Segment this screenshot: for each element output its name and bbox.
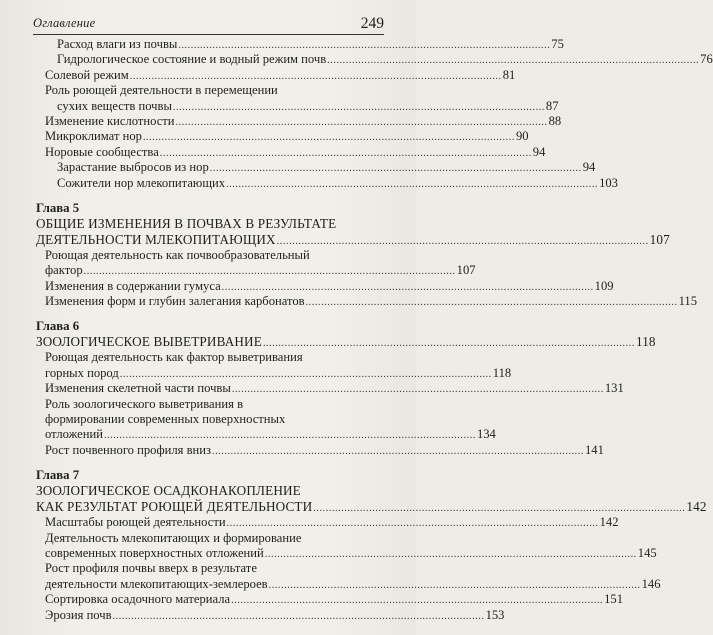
toc-entry[interactable]: деятельности млекопитающих-землероев ........................................................................................................................ 146 [45,576,661,591]
chapter-7-title: ЗООЛОГИЧЕСКОЕ ОСАДКОНАКОПЛЕНИЕ [36,483,301,499]
toc-entry[interactable]: Микроклимат нор ........................................................................................................................ 90 [45,129,529,144]
toc-entry-page: 141 [584,442,604,457]
toc-entry[interactable]: Рост почвенного профиля вниз ........................................................................................................................ 141 [45,442,604,457]
toc-entry-page: 75 [551,37,564,51]
toc-entry-page: 107 [456,263,476,278]
toc-entry-page: 76 [700,52,713,67]
toc-entry[interactable]: Сожители нор млекопитающих ........................................................................................................................ 103 [57,175,618,190]
toc-entry-page: 142 [599,515,619,530]
toc-entry[interactable]: Изменение кислотности ........................................................................................................................ 88 [45,113,562,128]
toc-entry-page: 134 [476,427,496,442]
chapter-7-title: КАК РЕЗУЛЬТАТ РОЮЩЕЙ ДЕЯТЕЛЬНОСТИ [36,499,313,515]
toc-entry-page: 87 [545,98,559,113]
toc-entry-first-line: Роющая деятельность как почвообразовательный [45,247,310,262]
chapter-6-label: Глава 6 [36,319,80,334]
toc-entry-first-line: Роющая деятельность как фактор выветривания [45,350,303,365]
toc-entry-page: 146 [641,576,661,591]
toc-entry-page: 151 [604,592,624,607]
toc-entry-first-line: Деятельность млекопитающих и формирование [45,530,302,545]
toc-entry[interactable]: Масштабы роющей деятельности ........................................................................................................................ 142 [45,515,619,530]
toc-entry[interactable]: Зарастание выбросов из нор ........................................................................................................................ 94 [57,160,596,175]
toc-entry-page: 131 [604,381,624,396]
toc-entry-page: 103 [599,175,618,190]
toc-entry[interactable]: отложений ........................................................................................................................ 134 [45,427,496,442]
toc-entry-first-line: Роль роющей деятельности в перемещении [45,83,278,98]
toc-entry-page: 145 [637,545,657,560]
chapter-6-title: ЗООЛОГИЧЕСКОЕ ВЫВЕТРИВАНИЕ [36,334,262,350]
toc-entry-second-line: формировании современных поверхностных [45,412,286,427]
toc-entry-page: 94 [582,160,596,175]
toc-entry-page: 94 [532,144,546,159]
toc-entry[interactable]: Изменения скелетной части почвы ........................................................................................................................ 131 [45,381,624,396]
toc-entry-page: 109 [594,278,614,293]
toc-entry-page: 90 [515,129,529,144]
toc-entry[interactable]: Солевой режим ........................................................................................................................ 81 [45,67,516,82]
toc-entry[interactable]: Изменения форм и глубин залегания карбонатов ........................................................................................................................ 115 [45,294,698,309]
toc-entry[interactable]: Изменения в содержании гумуса ........................................................................................................................ 109 [45,278,614,293]
toc-entry[interactable]: Расход влаги из почвы ........................................................................................................................ 75 [57,37,564,51]
toc-entry[interactable]: Сортировка осадочного материала ........................................................................................................................ 151 [45,592,624,607]
table-of-contents [33,37,713,623]
toc-entry[interactable]: КАК РЕЗУЛЬТАТ РОЮЩЕЙ ДЕЯТЕЛЬНОСТИ ........................................................................................................................ 142 [36,499,707,515]
chapter-5-title: ОБЩИЕ ИЗМЕНЕНИЯ В ПОЧВАХ В РЕЗУЛЬТАТЕ [36,215,337,231]
toc-entry-page: 107 [649,231,670,247]
toc-entry-page: 142 [686,499,707,515]
toc-entry[interactable]: ДЕЯТЕЛЬНОСТИ МЛЕКОПИТАЮЩИХ ........................................................................................................................ 107 [36,231,670,247]
toc-entry[interactable]: современных поверхностных отложений ........................................................................................................................ 145 [45,545,657,560]
toc-entry[interactable]: ЗООЛОГИЧЕСКОЕ ВЫВЕТРИВАНИЕ ........................................................................................................................ 118 [36,334,656,350]
toc-entry[interactable]: сухих веществ почвы ........................................................................................................................ 87 [57,98,559,113]
toc-entry-page: 81 [502,67,516,82]
toc-entry-page: 88 [548,113,562,128]
toc-entry-first-line: Роль зоологического выветривания в [45,396,244,411]
toc-entry[interactable]: Норовые сообщества ........................................................................................................................ 94 [45,144,546,159]
toc-entry[interactable]: Эрозия почв ........................................................................................................................ 153 [45,607,505,622]
chapter-7-label: Глава 7 [36,468,80,483]
chapter-5-label: Глава 5 [36,200,80,215]
chapter-5-title: ДЕЯТЕЛЬНОСТИ МЛЕКОПИТАЮЩИХ [36,231,276,247]
toc-entry[interactable]: Гидрологическое состояние и водный режим почв ........................................................................................................................ 76 [57,52,713,67]
toc-entry[interactable]: фактор ........................................................................................................................ 107 [45,263,476,278]
toc-entry-page: 118 [635,334,656,350]
toc-entry-page: 115 [678,294,698,309]
running-header [33,12,384,35]
toc-entry-page: 118 [492,365,512,380]
toc-entry[interactable]: горных пород ........................................................................................................................ 118 [45,365,512,380]
toc-entry-page: 153 [485,607,505,622]
toc-entry-first-line: Рост профиля почвы вверх в результате [45,561,257,576]
page-number: 249 [360,15,384,32]
running-title: Оглавление [33,16,96,30]
